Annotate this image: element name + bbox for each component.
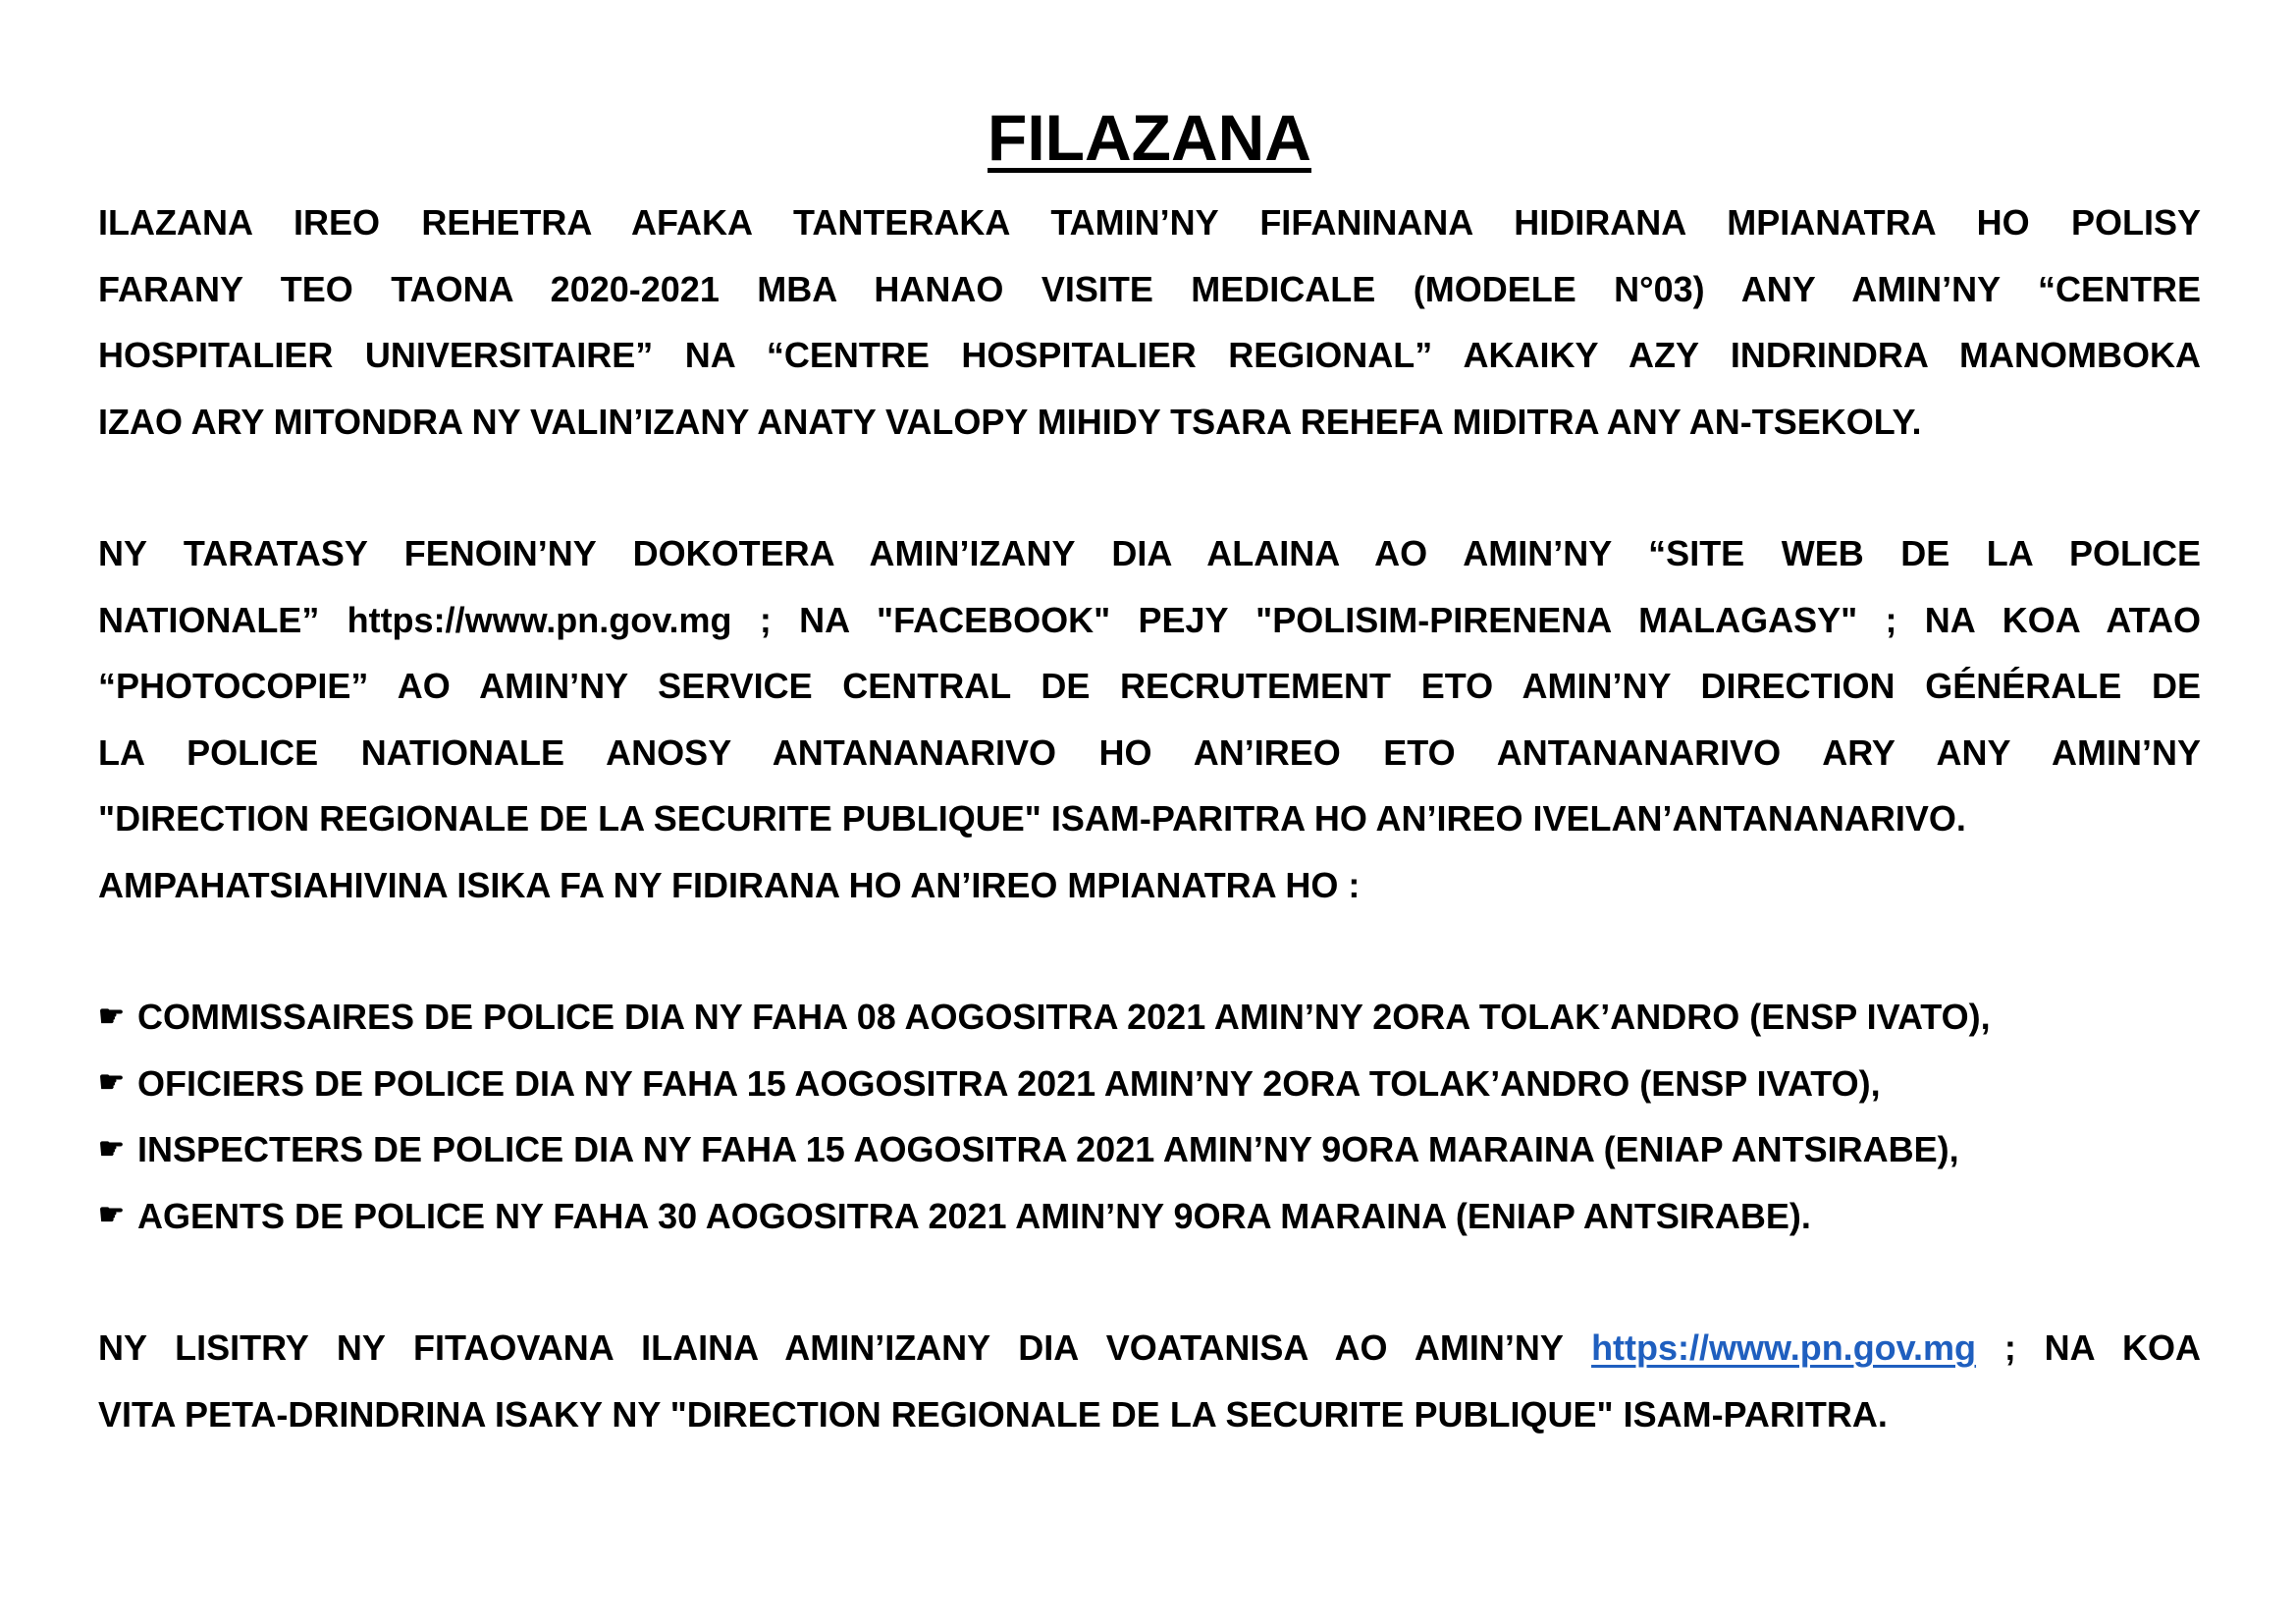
list-item [98,1116,2201,1183]
schedule-list [98,984,2201,1249]
spacer [98,918,2201,984]
paragraph-visite-medicale [98,189,2201,455]
paragraph3-line [98,1315,2201,1381]
list-item-text: COMMISSAIRES DE POLICE DIA NY FAHA 08 AOGOSITRA 2021 AMIN’NY 2ORA TOLAK’ANDRO (ENSP IVATO), [137,997,1991,1037]
page-title: FILAZANA [988,101,1311,174]
pointing-hand-icon: ☛ [98,1066,125,1100]
list-item [98,984,2201,1051]
paragraph2-line: "DIRECTION REGIONALE DE LA SECURITE PUBLIQUE" ISAM-PARITRA HO AN’IREO IVELAN’ANTANANARIVO. [98,798,1966,839]
paragraph2-line: “PHOTOCOPIE” AO AMIN’NY SERVICE CENTRAL DE RECRUTEMENT ETO AMIN’NY DIRECTION GÉNÉRALE DE [98,666,2201,706]
pointing-hand-icon: ☛ [98,1132,125,1165]
paragraph3-text: NY LISITRY NY FITAOVANA ILAINA AMIN’IZANY DIA VOATANISA AO AMIN’NY [98,1327,1564,1368]
paragraph-lisitry [98,1315,2201,1447]
paragraph3-line: VITA PETA-DRINDRINA ISAKY NY "DIRECTION REGIONALE DE LA SECURITE PUBLIQUE" ISAM-PARITRA. [98,1393,1888,1435]
pointing-hand-icon: ☛ [98,1000,125,1033]
spacer [98,1249,2201,1315]
document-page [98,93,2201,1447]
paragraph-taratasy [98,520,2201,918]
list-item-text: INSPECTERS DE POLICE DIA NY FAHA 15 AOGOSITRA 2021 AMIN’NY 9ORA MARAINA (ENIAP ANTSIRABE), [137,1129,1959,1169]
paragraph2-line: NATIONALE” https://www.pn.gov.mg ; NA "FACEBOOK" PEJY "POLISIM-PIRENENA MALAGASY" ; NA KOA ATAO [98,599,2201,640]
list-item [98,1051,2201,1117]
list-item-text: AGENTS DE POLICE NY FAHA 30 AOGOSITRA 2021 AMIN’NY 9ORA MARAINA (ENIAP ANTSIRABE). [137,1195,1811,1236]
paragraph2-line: LA POLICE NATIONALE ANOSY ANTANANARIVO HO AN’IREO ETO ANTANANARIVO ARY ANY AMIN’NY [98,731,2201,773]
list-item-text: OFICIERS DE POLICE DIA NY FAHA 15 AOGOSITRA 2021 AMIN’NY 2ORA TOLAK’ANDRO (ENSP IVATO), [137,1062,1881,1104]
pn-website-link[interactable]: https://www.pn.gov.mg [1591,1327,1977,1368]
list-item [98,1183,2201,1250]
spacer [98,455,2201,520]
paragraph1-line: ILAZANA IREO REHETRA AFAKA TANTERAKA TAMIN’NY FIFANINANA HIDIRANA MPIANATRA HO POLISY [98,202,2201,243]
paragraph2-line: NY TARATASY FENOIN’NY DOKOTERA AMIN’IZANY DIA ALAINA AO AMIN’NY “SITE WEB DE LA POLICE [98,533,2201,573]
paragraph1-line: IZAO ARY MITONDRA NY VALIN’IZANY ANATY VALOPY MIHIDY TSARA REHEFA MIDITRA ANY AN-TSEKOLY. [98,401,1922,442]
paragraph3-text: ; NA KOA [2003,1327,2201,1368]
pointing-hand-icon: ☛ [98,1199,125,1232]
paragraph2-line: AMPAHATSIAHIVINA ISIKA FA NY FIDIRANA HO AN’IREO MPIANATRA HO : [98,864,1361,905]
paragraph1-line: HOSPITALIER UNIVERSITAIRE” NA “CENTRE HOSPITALIER REGIONAL” AKAIKY AZY INDRINDRA MANOMBOKA [98,335,2201,375]
paragraph1-line: FARANY TEO TAONA 2020-2021 MBA HANAO VISITE MEDICALE (MODELE N°03) ANY AMIN’NY “CENTRE [98,268,2201,309]
